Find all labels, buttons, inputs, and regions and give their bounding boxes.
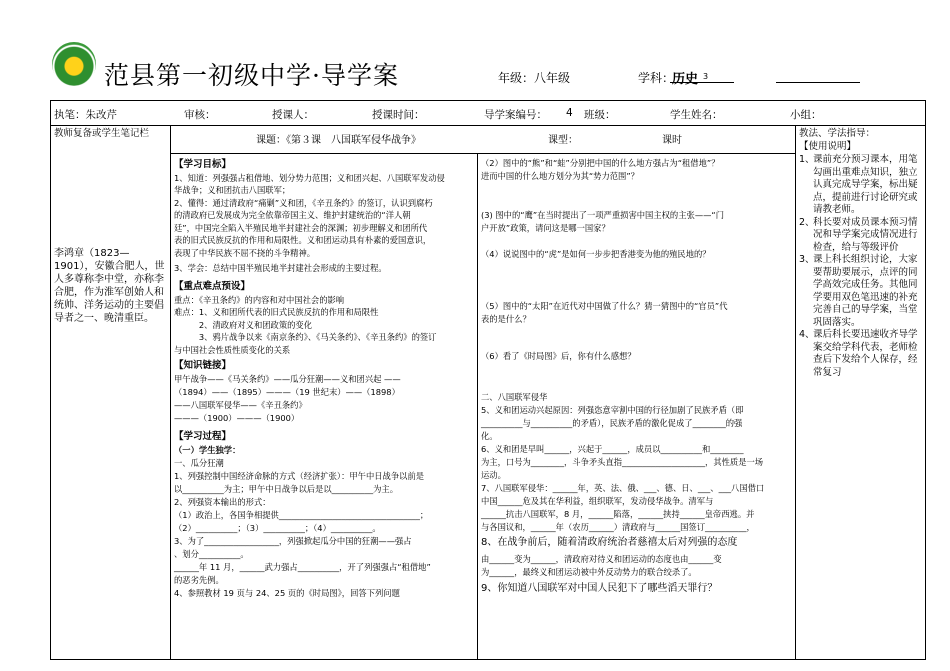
knowledge-link-heading: 【知识链接】 bbox=[174, 360, 232, 371]
section-line: 与各国议和，______年（农历______）清政府与______国签订__________， bbox=[481, 522, 755, 532]
process-line: 以__________为主；甲午中日战争以后是以__________为主。 bbox=[174, 484, 399, 494]
section-line: 6、义和团是早叫______，兴起于______，成员以__________和________ bbox=[481, 444, 744, 454]
process-line: （1）政治上，各国争相提供__________________________________； bbox=[174, 510, 429, 520]
question-line: （2）图中的“熊”和“蛙”分别把中国的什么地方强占为“租借地”？ bbox=[481, 158, 720, 168]
q8-line: 8、在战争前后，随着清政府统治者慈禧太后对列强的态度 bbox=[481, 537, 738, 548]
q8-line: 为______，最终义和团运动被中外反动势力的联合绞杀了。 bbox=[481, 567, 697, 577]
lesson-type: 课型： bbox=[548, 135, 578, 146]
section-line: 化。 bbox=[481, 431, 498, 441]
question-line: （4）说说图中的“虎”是如何一步步把香港变为他的殖民地的？ bbox=[481, 249, 711, 259]
section-line: 运动。 bbox=[481, 470, 506, 480]
section-line: 为主，口号为________，斗争矛头直指____________________，其性质是一场 bbox=[481, 457, 764, 467]
q9-line: 9、你知道八国联军对中国人民犯下了哪些滔天罪行？ bbox=[481, 583, 718, 594]
usage-instructions-heading: 【使用说明】 bbox=[799, 141, 857, 152]
school-logo bbox=[52, 42, 96, 86]
section-line: ______抗击八国联军，8 月，______陷落，______挟持______皇帝西逃。并 bbox=[481, 509, 755, 519]
goals-heading: 【学习目标】 bbox=[174, 159, 232, 170]
goal-line: 华战争；义和团抗击八国联军； bbox=[174, 185, 291, 195]
question-line: （5）图中的“太阳”在近代对中国做了什么？猜一猜图中的“官员”代 bbox=[481, 301, 728, 311]
group-field: 小组： bbox=[790, 109, 822, 121]
key-point-line: 难点：1、义和团所代表的旧式民族反抗的作用和局限性 bbox=[174, 307, 379, 317]
process-line: 1、列强控制中国经济命脉的方式（经济扩张）：甲午中日战争以前是 bbox=[174, 471, 425, 481]
teacher-note: 李鸿章（1823—1901），安徽合肥人，世人多尊称李中堂，亦称李合肥，作为淮军创始人和统帅、洋务运动的主要倡导者之一、晚清重臣。 bbox=[54, 248, 165, 324]
info-row bbox=[50, 100, 926, 125]
key-points-heading: 【重点难点预设】 bbox=[174, 281, 251, 292]
student-name-field: 学生姓名： bbox=[670, 109, 723, 121]
goal-line: 表现了中华民族不屈不挠的斗争精神。 bbox=[174, 248, 316, 258]
self-study-label: （一）学生独学： bbox=[174, 445, 241, 455]
goal-line: 1、知道：列强强占租借地、划分势力范围；义和团兴起、八国联军发动侵 bbox=[174, 173, 445, 183]
section-line: 7、八国联军侵华：______年，英、法、俄、___、德、日、___、___八国借口 bbox=[481, 483, 765, 493]
goal-line: 的清政府已发展成为完全依靠帝国主义、维护封建统治的“洋人朝 bbox=[174, 210, 411, 220]
question-line: 进而中国的什么地方划分为其“势力范围”？ bbox=[481, 171, 639, 181]
class-field: 班级： bbox=[584, 109, 616, 121]
process-heading: 【学习过程】 bbox=[174, 431, 232, 442]
instruction-item: 3、 课上科长组织讨论，大家要帮助要展示，点评的同学高效完成任务。其他同学要用双色笔迅速的补充完善自己的导学案，当堂巩固落实。 bbox=[799, 254, 918, 328]
key-point-line: 3、鸦片战争以来《南京条约》、《马关条约》、《辛丑条约》的签订 bbox=[174, 332, 437, 342]
reviewer: 审核： bbox=[184, 109, 216, 121]
knowledge-link-line: （1894）——（1895）———（19 世纪末）——（1898） bbox=[174, 387, 400, 397]
process-line: 3、为了__________________，列强掀起瓜分中国的狂潮——强占 bbox=[174, 536, 412, 546]
number-value: 4 bbox=[566, 107, 573, 119]
subject-number: 3 bbox=[703, 72, 709, 81]
school-title: 范县第一初级中学·导学案 bbox=[104, 61, 399, 90]
process-line: ______年 11 月，______武力强占__________，开了列强强占“租借地” bbox=[174, 562, 431, 572]
lesson-row-divider bbox=[170, 153, 795, 154]
question-line: 户开放”政策，请问这是哪一国家？ bbox=[481, 223, 610, 233]
left-column-heading: 教师复备或学生笔记栏 bbox=[54, 128, 150, 139]
goal-line: 表的旧式民族反抗的作用和局限性。义和团运动具有朴素的爱国意识， bbox=[174, 235, 432, 245]
process-line: 、划分__________。 bbox=[174, 549, 249, 559]
subject-label: 学科： bbox=[638, 71, 675, 85]
instructor: 授课人： bbox=[272, 109, 314, 121]
instruction-item: 2、 科长要对成员课本预习情况和导学案完成情况进行检查，给与等级评价 bbox=[799, 216, 918, 253]
subject-value: 历史 bbox=[672, 72, 699, 87]
instruction-item: 4、 课后科长要迅速收齐导学案交给学科代表，老师检查后下发给个人保存，经常复习 bbox=[799, 329, 918, 378]
lesson-topic: 课题：《第３课 八国联军侵华战争》 bbox=[256, 135, 421, 146]
process-line: 2、列强资本输出的形式： bbox=[174, 497, 271, 507]
method-guide-heading: 教法、学法指导： bbox=[799, 128, 876, 139]
process-line: 的恶劣先例。 bbox=[174, 575, 224, 585]
process-line: 一、瓜分狂潮 bbox=[174, 458, 224, 468]
goal-line: 廷”，中国完全陷入半殖民地半封建社会的深渊；初步理解义和团所代 bbox=[174, 223, 428, 233]
col-divider-right bbox=[795, 125, 796, 660]
knowledge-link-line: 甲午战争——《马关条约》——瓜分狂潮——义和团兴起 —— bbox=[174, 374, 401, 384]
process-line: 4、参照教材 19 页与 24、25 页的《时局图》，回答下列问题 bbox=[174, 588, 400, 598]
author: 执笔：朱改芹 bbox=[54, 109, 117, 121]
key-point-line: 与中国社会性质性质变化的关系 bbox=[174, 345, 291, 355]
q8-line: 由______变为______，清政府对待义和团运动的态度也由______变 bbox=[481, 554, 722, 564]
grade-label: 年级：八年级 bbox=[498, 71, 571, 85]
lesson-period: 课时 bbox=[662, 135, 682, 146]
question-line: (3) 图中的“鹰”在当时提出了一项严重损害中国主权的主张——“门 bbox=[481, 210, 725, 220]
instruction-item: 1、 课前充分预习课本，用笔勾画出重难点知识，独立认真完成导学案，标出疑点，提前进行讨论研究或请教老师。 bbox=[799, 154, 918, 215]
section-line: __________与__________的矛盾），民族矛盾的激化促成了________的强 bbox=[481, 418, 743, 428]
goal-line: 2、懂得：通过清政府“痛剿”义和团，《辛丑条约》的签订，认识到腐朽 bbox=[174, 198, 433, 208]
section-line: 二、八国联军侵华 bbox=[481, 392, 548, 402]
col-divider-left bbox=[170, 125, 171, 660]
knowledge-link-line: ———（1900）———（1900） bbox=[174, 413, 300, 423]
key-point-line: 重点：《辛丑条约》的内容和对中国社会的影响 bbox=[174, 295, 345, 305]
process-line: （2）__________；（3）__________；（4）__________。 bbox=[174, 523, 381, 533]
question-line: 表的是什么？ bbox=[481, 314, 531, 324]
col-divider-middle bbox=[477, 153, 478, 660]
section-line: 中国______危及其在华利益，组织联军，发动侵华战争。清军与 bbox=[481, 496, 714, 506]
question-line: （6）看了《时局图》后，你有什么感想？ bbox=[481, 351, 636, 361]
key-point-line: 2、清政府对义和团政策的变化 bbox=[174, 320, 313, 330]
number-label: 导学案编号： bbox=[484, 109, 547, 121]
blank-underline bbox=[776, 82, 860, 83]
section-line: 5、义和团运动兴起原因：列强恣意宰割中国的行径加剧了民族矛盾（即 bbox=[481, 405, 744, 415]
usage-instructions-list bbox=[799, 154, 923, 379]
goal-line: 3、学会：总结中国半殖民地半封建社会形成的主要过程。 bbox=[174, 263, 387, 273]
knowledge-link-line: ——八国联军侵华——《辛丑条约》 bbox=[174, 400, 307, 410]
class-time: 授课时间： bbox=[372, 109, 425, 121]
